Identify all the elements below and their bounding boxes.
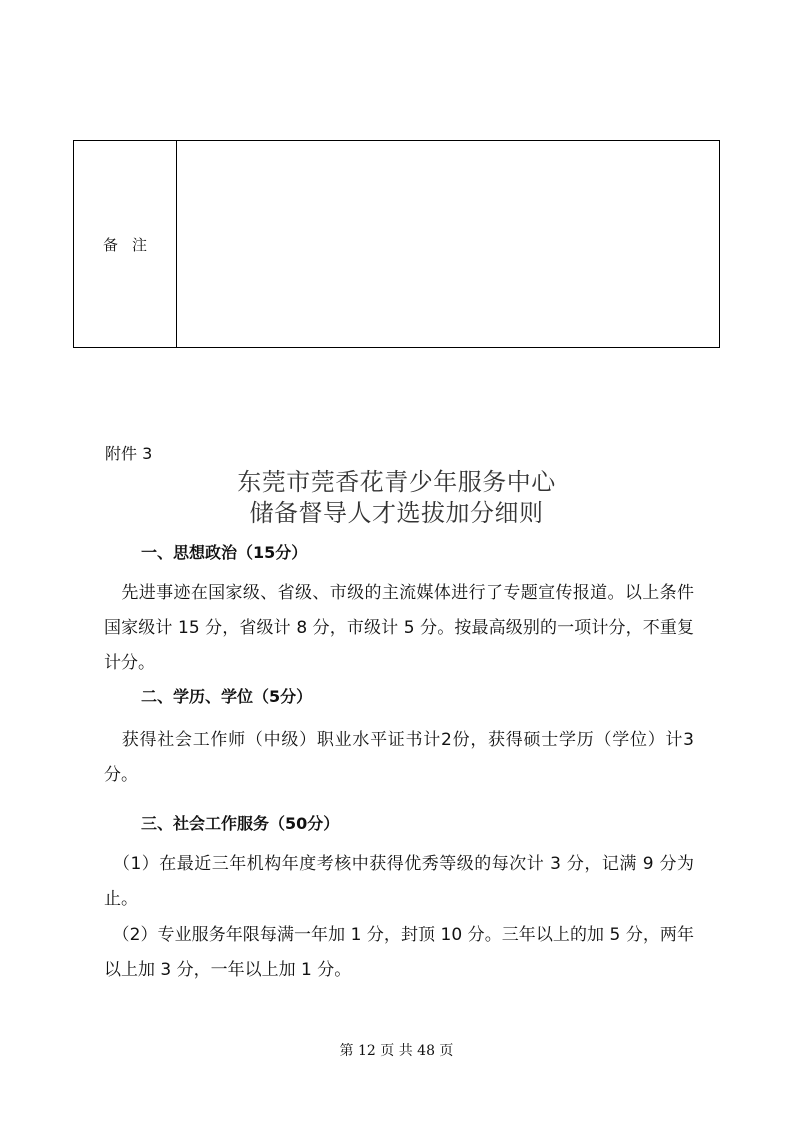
section-heading-social-work: 三、社会工作服务（50分） [141,814,340,833]
remarks-table [73,140,720,348]
document-title-line-1: 东莞市莞香花青少年服务中心 [237,468,556,496]
section-paragraph-social-work-1: （1）在最近三年机构年度考核中获得优秀等级的每次计 3 分，记满 9 分为止。 [104,854,694,909]
section-heading-education: 二、学历、学位（5分） [141,687,313,706]
document-title-line-2: 储备督导人才选拔加分细则 [249,499,544,527]
annex-label: 附件 3 [105,444,153,463]
remarks-label-cell [74,141,177,347]
section-paragraph-political: 先进事迹在国家级、省级、市级的主流媒体进行了专题宣传报道。以上条件国家级计 15 分，省级计 8 分，市级计 5 分。按最高级别的一项计分，不重复计分。 [104,583,694,673]
page-footer: 第 12 页 共 48 页 [339,1043,454,1059]
section-paragraph-education: 获得社会工作师（中级）职业水平证书计2份，获得硕士学历（学位）计3分。 [104,730,694,785]
section-paragraph-social-work-2: （2）专业服务年限每满一年加 1 分，封顶 10 分。三年以上的加 5 分，两年以上加 3 分，一年以上加 1 分。 [104,925,694,980]
section-heading-political: 一、思想政治（15分） [141,543,308,562]
remarks-label: 备注 [102,235,161,254]
